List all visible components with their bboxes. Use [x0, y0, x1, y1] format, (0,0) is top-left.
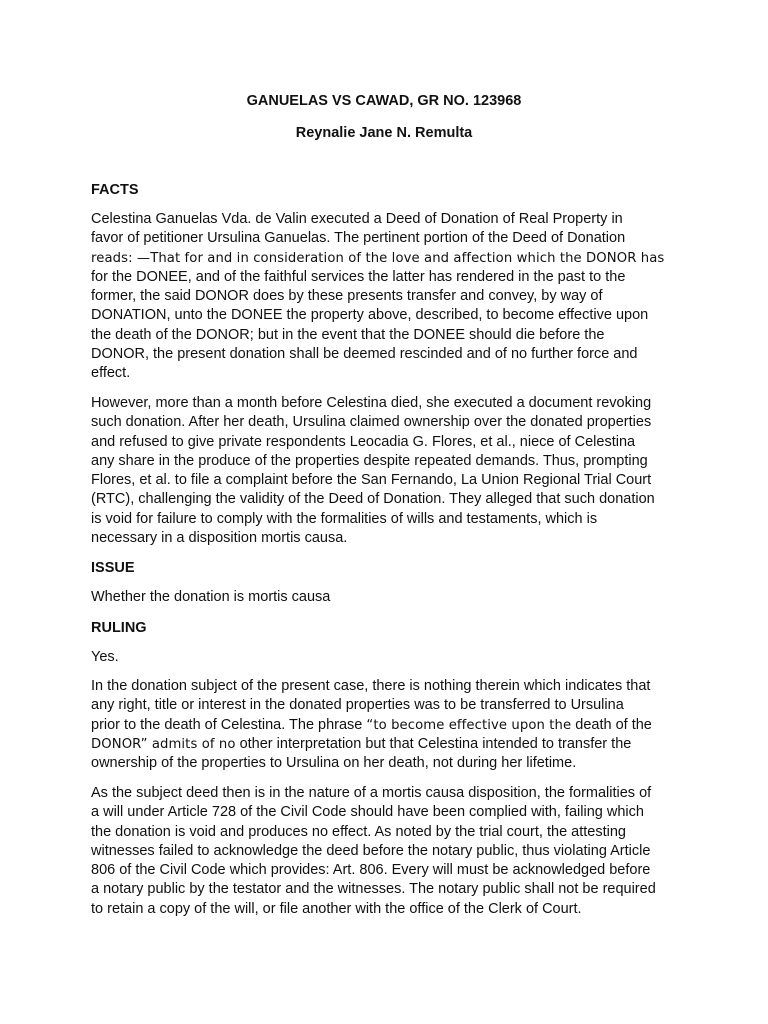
- ruling-paragraph-1-rest: other interpretation but that Celestina intended to transfer the ownership of the properties to Ursulina on her death, not during her lifetime.: [91, 735, 632, 772]
- document-author: Reynalie Jane N. Remulta: [295, 125, 473, 141]
- ruling-answer: Yes.: [91, 649, 119, 665]
- ruling-quote-1: “to become effective upon the: [366, 717, 572, 733]
- facts-heading: FACTS: [91, 182, 139, 198]
- facts-paragraph-1-intro: Celestina Ganuelas Vda. de Valin executed a Deed of Donation of Real Property in favor of petitioner Ursulina Ganuelas. The pertinent portion of the Deed of Donation: [91, 211, 626, 247]
- facts-paragraph-1: [91, 210, 691, 384]
- document-title: GANUELAS VS CAWAD, GR NO. 123968: [246, 93, 522, 109]
- ruling-heading: RULING: [91, 620, 147, 636]
- issue-text: Whether the donation is mortis causa: [91, 589, 331, 605]
- ruling-quote-2: DONOR” admits of no: [91, 736, 236, 752]
- ruling-paragraph-1-mid: death of the: [575, 716, 652, 733]
- facts-paragraph-1-rest: for the DONEE, and of the faithful services the latter has rendered in the past to the former, the said DONOR does by these presents transfer and convey, by way of DONATION, unto the DONEE the property above, described, to become effective upon the death of the DONOR; but in the event that the DONEE should die before the DONOR, the present donation shall be deemed rescinded and of no further force and effect.: [91, 268, 649, 382]
- ruling-paragraph-1-intro: In the donation subject of the present case, there is nothing therein which indicates that any right, title or interest in the donated properties was to be transferred to Ursulina prior to the death of Celestina. The phrase: [91, 678, 651, 733]
- facts-quote: reads: —That for and in consideration of the love and affection which the DONOR has: [91, 250, 665, 266]
- issue-heading: ISSUE: [91, 560, 135, 576]
- facts-paragraph-2: However, more than a month before Celestina died, she executed a document revoking such donation. After her death, Ursulina claimed ownership over the donated properties and refused to give private respondents Leocadia G. Flores, et al., niece of Celestina any share in the produce of the properties despite repeated demands. Thus, prompting Flores, et al. to file a complaint before the San Fernando, La Union Regional Trial Court (RTC), challenging the validity of the Deed of Donation. They alleged that such donation is void for failure to comply with the formalities of wills and testaments, which is necessary in a disposition mortis causa.: [91, 395, 655, 547]
- ruling-paragraph-1: [91, 677, 691, 773]
- ruling-paragraph-2: As the subject deed then is in the nature of a mortis causa disposition, the formalities of a will under Article 728 of the Civil Code should have been complied with, failing which the donation is void and produces no effect. As noted by the trial court, the attesting witnesses failed to acknowledge the deed before the notary public, thus violating Article 806 of the Civil Code which provides: Art. 806. Every will must be acknowledged before a notary public by the testator and the witnesses. The notary public shall not be required to retain a copy of the will, or file another with the office of the Clerk of Court.: [91, 785, 656, 917]
